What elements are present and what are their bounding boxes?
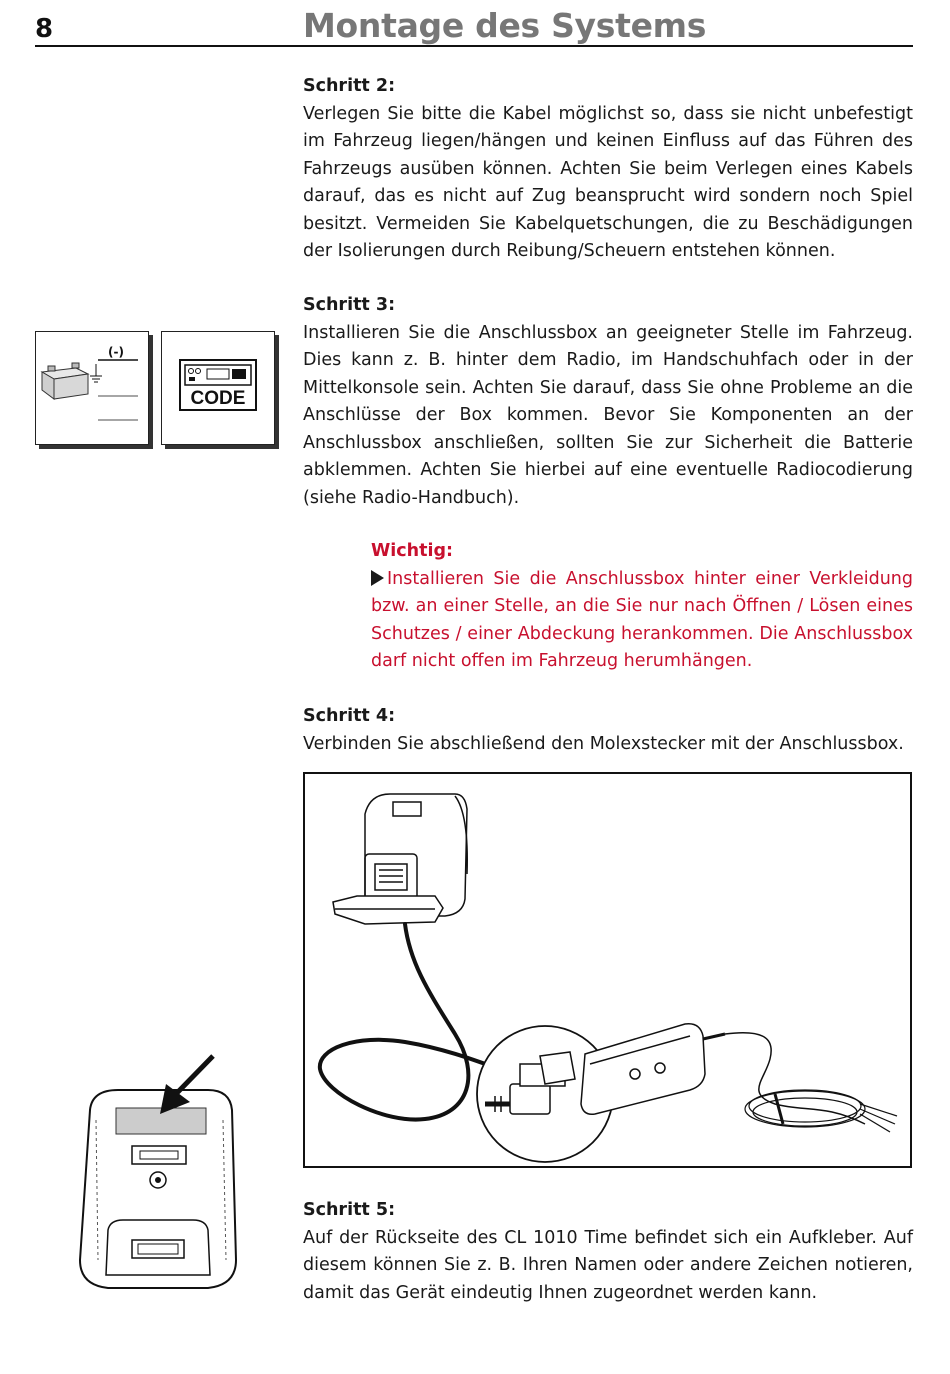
step-5-section	[303, 1197, 913, 1307]
important-note	[371, 538, 913, 676]
radio-code-label: CODE	[190, 388, 246, 409]
battery-disconnect-icon	[35, 331, 149, 445]
step-2-text: Verlegen Sie bitte die Kabel möglichst so, dass sie nicht unbefestigt im Fahrzeug liegen/hängen und keinen Einfluss auf das Führen des Fahrzeugs ausüben können. Achten Sie beim Verlegen eines Kabels darauf, das es nicht auf Zug beansprucht wird sondern noch Spiel besitzt. Vermeiden Sie Kabelquetschungen, die zu Beschädigungen der Isolierungen durch Reibung/Scheuern entstehen können.	[303, 103, 913, 261]
header-rule	[35, 45, 913, 47]
important-paragraph	[371, 566, 913, 676]
step-2-heading: Schritt 2:	[303, 76, 396, 96]
step-5-text: Auf der Rückseite des CL 1010 Time befindet sich ein Aufkleber. Auf diesem können Sie z. B. Ihren Namen oder andere Zeichen notieren, damit das Gerät eindeutig Ihnen zugeordnet werden kann.	[303, 1227, 913, 1303]
step-4-text: Verbinden Sie abschließend den Molexstecker mit der Anschlussbox.	[303, 733, 904, 754]
step-4-heading: Schritt 4:	[303, 706, 396, 726]
radio-code-icon	[161, 331, 275, 445]
arrow-bullet-icon	[371, 570, 384, 586]
step-3-heading: Schritt 3:	[303, 295, 396, 315]
installation-figure	[303, 772, 912, 1168]
step-3-section	[303, 292, 913, 512]
step-5-heading: Schritt 5:	[303, 1200, 396, 1220]
device-back-figure	[68, 1050, 248, 1300]
step-4-section	[303, 703, 913, 758]
step-2-section	[303, 73, 913, 266]
page-number: 8	[35, 14, 54, 44]
step-3-text: Installieren Sie die Anschlussbox an geeigneter Stelle im Fahrzeug. Dies kann z. B. hinter dem Radio, im Handschuhfach oder in der Mittelkonsole sein. Achten Sie darauf, dass Sie ohne Probleme an die Anschlüsse der Box kommen. Bevor Sie Komponenten an der Anschlussbox anschließen, sollten Sie zur Sicherheit die Batterie abklemmen. Achten Sie hierbei auf eine eventuelle Radiocodierung (siehe Radio-Handbuch).	[303, 322, 913, 508]
important-heading: Wichtig:	[371, 541, 454, 561]
battery-polarity-label: (-)	[108, 345, 124, 359]
important-text: Installieren Sie die Anschlussbox hinter einer Verkleidung bzw. an einer Stelle, an die Sie nur nach Öffnen / Lösen eines Schutzes / einer Abdeckung herankommen. Die Anschlussbox darf nicht offen im Fahrzeug herumhängen.	[371, 568, 913, 671]
page-title: Montage des Systems	[303, 6, 707, 45]
